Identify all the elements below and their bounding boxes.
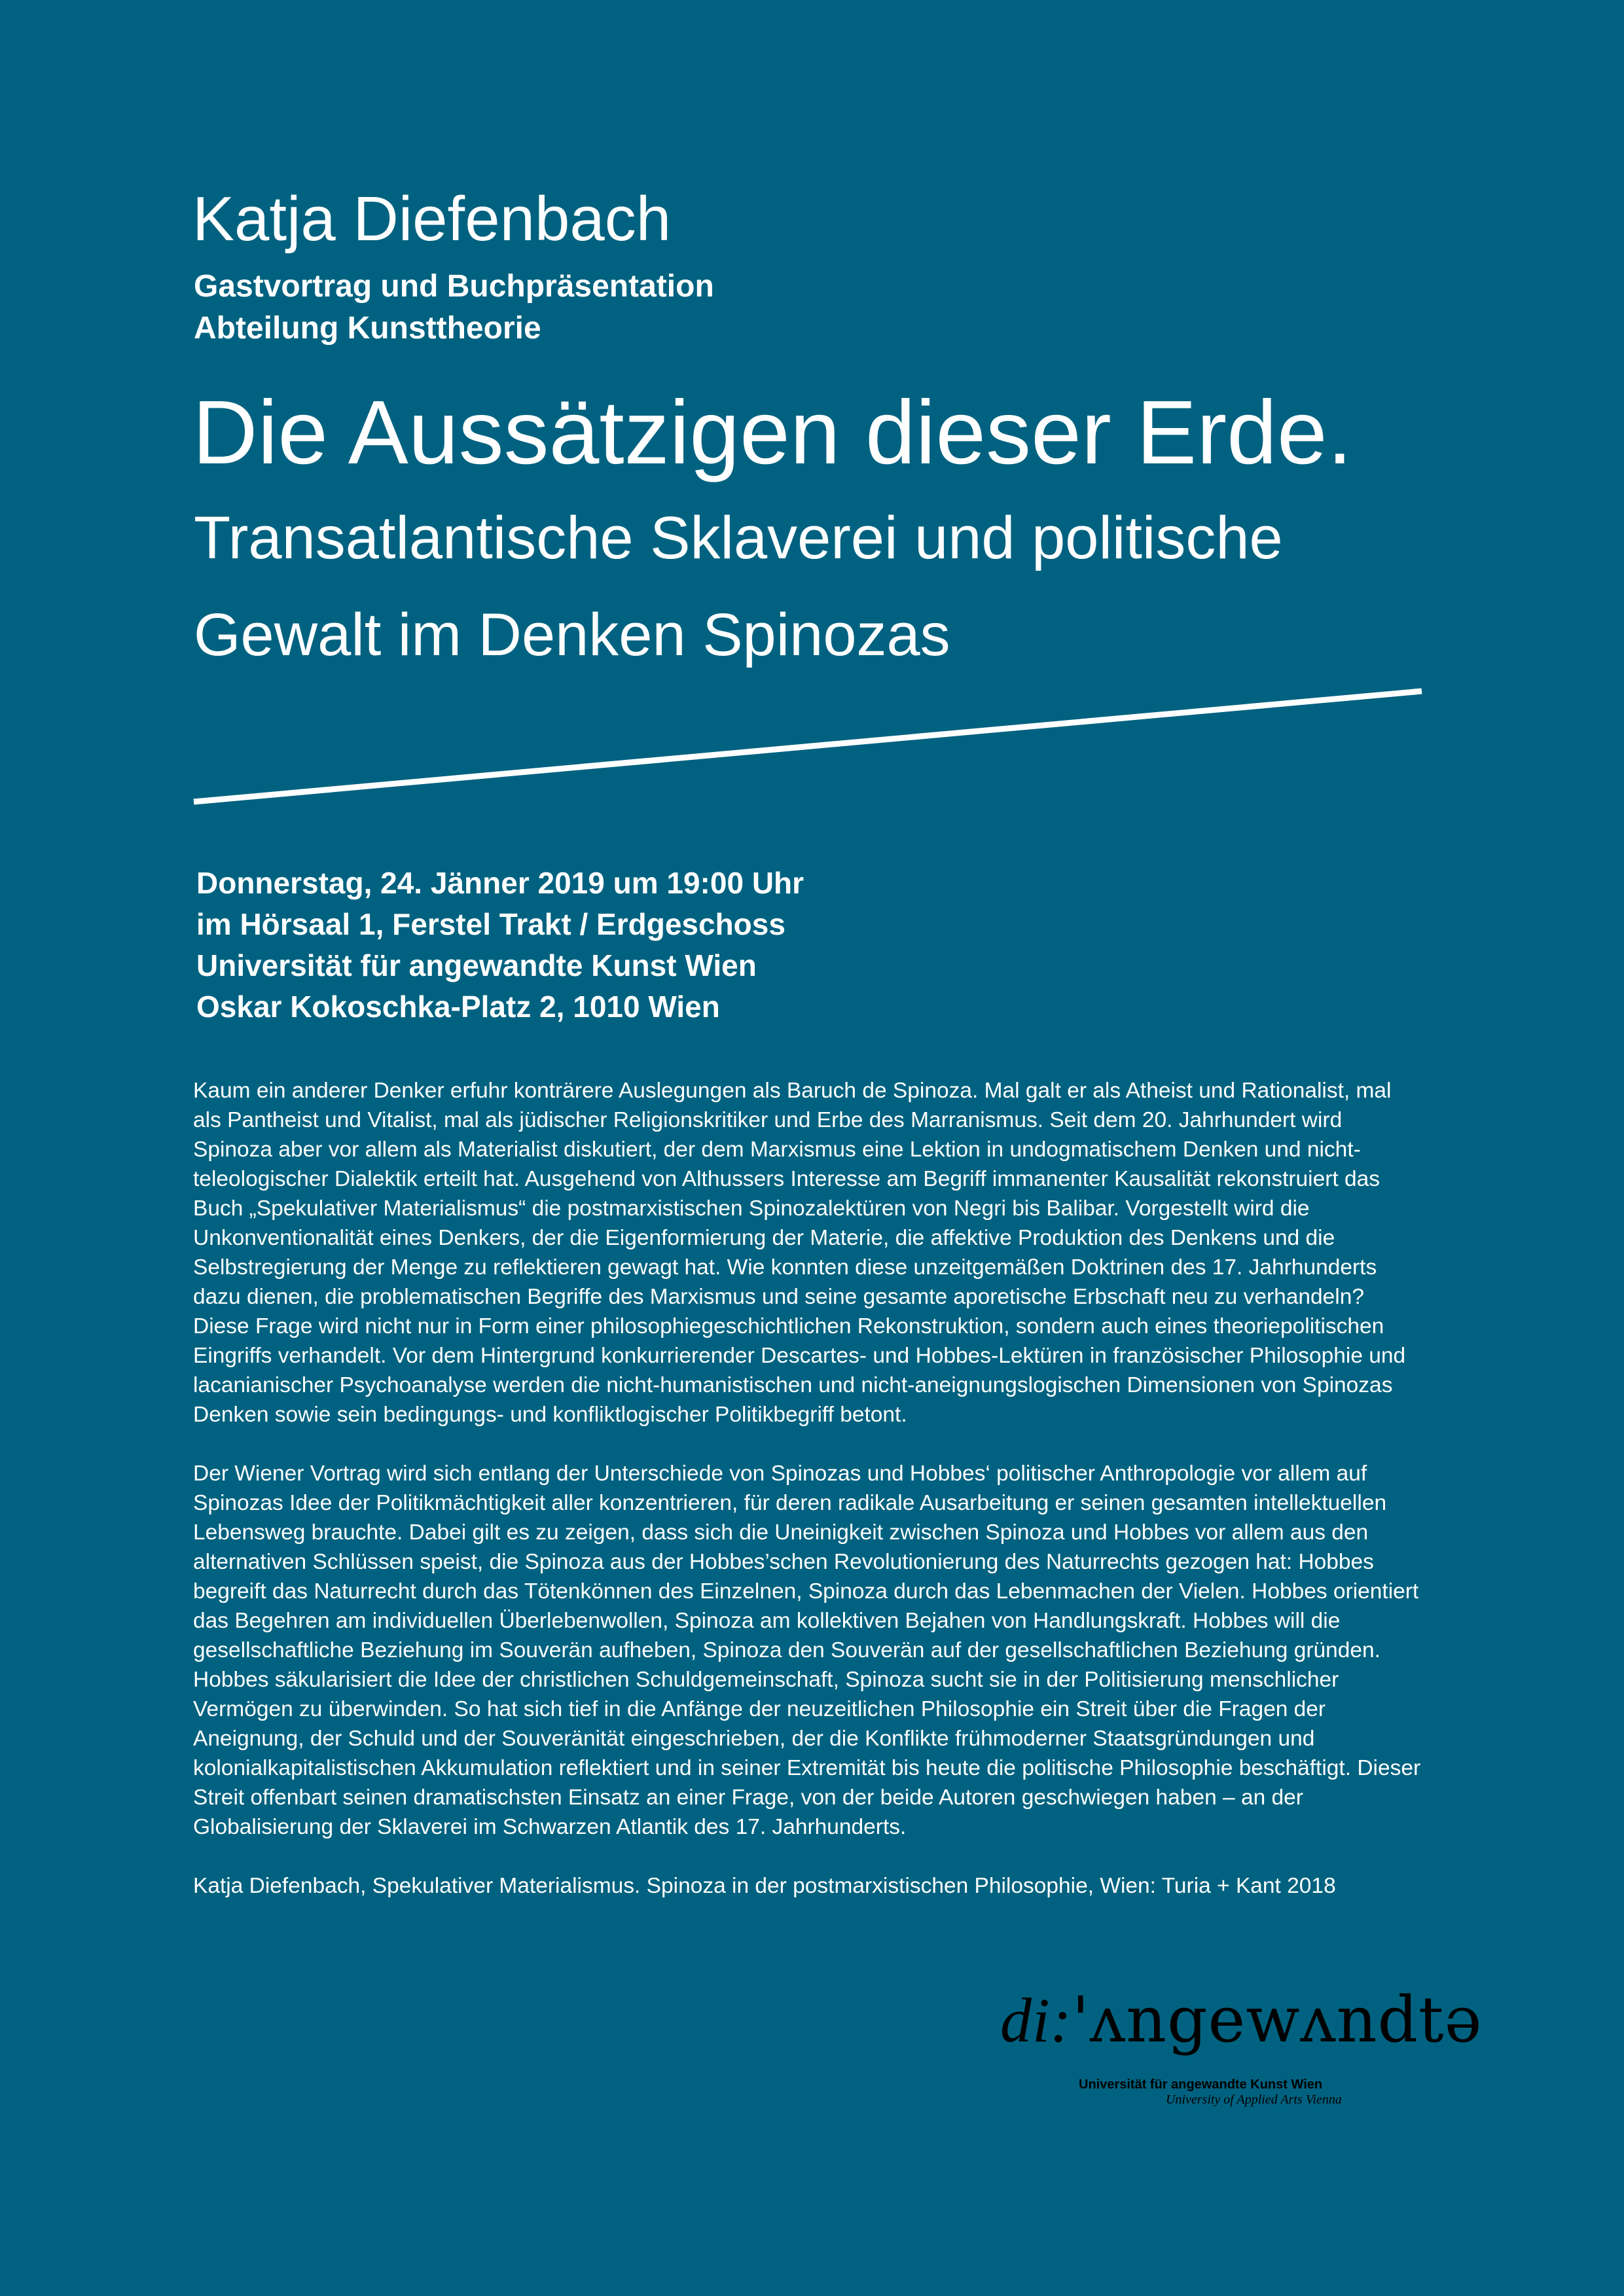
event-info — [196, 863, 804, 1028]
event-room: im Hörsaal 1, Ferstel Trakt / Erdgeschoss — [196, 907, 785, 941]
logo-wordmark-prefix: di: — [1000, 1985, 1072, 2055]
event-institution: Universität für angewandte Kunst Wien — [196, 948, 757, 982]
logo-wordmark — [1000, 1983, 1483, 2056]
lecture-title: Die Aussätzigen dieser Erde. — [192, 382, 1352, 483]
department: Abteilung Kunsttheorie — [194, 311, 541, 346]
book-reference: Katja Diefenbach, Spekulativer Materialismus. Spinoza in der postmarxistischen Philosophie, Wien: Turia + Kant 2018 — [193, 1874, 1336, 1898]
body-text — [193, 1076, 1424, 1901]
university-logo — [1000, 1983, 1483, 2107]
subtitle-line-2: Gewalt im Denken Spinozas — [194, 601, 950, 668]
event-type: Gastvortrag und Buchpräsentation — [194, 269, 714, 304]
event-date-time: Donnerstag, 24. Jänner 2019 um 19:00 Uhr — [196, 866, 804, 900]
speaker-name: Katja Diefenbach — [192, 184, 672, 254]
logo-name-en: University of Applied Arts Vienna — [1166, 2092, 1342, 2107]
logo-name-de: Universität für angewandte Kunst Wien — [1079, 2077, 1323, 2092]
subtitle-line-1: Transatlantische Sklaverei und politische — [194, 505, 1283, 571]
event-address: Oskar Kokoschka-Platz 2, 1010 Wien — [196, 990, 720, 1024]
event-subheading — [194, 266, 714, 350]
body-paragraph-2: Der Wiener Vortrag wird sich entlang der Unterschiede von Spinozas und Hobbes‘ politischer Anthropologie vor allem auf Spinozas Idee der Politikmächtigkeit aller konzentrieren, für deren radikale Ausarbeitung er seinen gesamten intellektuellen Lebensweg brauchte. Dabei gilt es zu zeigen, dass sich die Uneinigkeit zwischen Spinoza und Hobbes vor allem aus den alternativen Schlüssen speist, die Spinoza aus der Hobbes’schen Revolutionierung des Naturrechts gezogen hat: Hobbes begreift das Naturrecht durch das Tötenkönnen des Einzelnen, Spinoza durch das Lebenmachen der Vielen. Hobbes orientiert das Begehren am individuellen Überlebenwollen, Spinoza am kollektiven Bejahen von Handlungskraft. Hobbes will die gesellschaftliche Beziehung im Souverän aufheben, Spinoza den Souverän auf der gesellschaftlichen Beziehung gründen. Hobbes säkularisiert die Idee der christlichen Schuldgemeinschaft, Spinoza sucht sie in der Politisierung menschlicher Vermögen zu überwinden. So hat sich tief in die Anfänge der neuzeitlichen Philosophie ein Streit über die Fragen der Aneignung, der Schuld und der Souveränität eingeschrieben, der die Konflikte frühmoderner Staatsgründungen und kolonialkapitalistischen Akkumulation reflektiert und in seiner Extremität bis heute die politische Philosophie beschäftigt. Dieser Streit offenbart seinen dramatischsten Einsatz an einer Frage, von der beide Autoren geschwiegen haben – an der Globalisierung der Sklaverei im Schwarzen Atlantik des 17. Jahrhunderts. — [193, 1462, 1421, 1839]
body-paragraph-1: Kaum ein anderer Denker erfuhr konträrere Auslegungen als Baruch de Spinoza. Mal galt er als Atheist und Rationalist, mal als Pantheist und Vitalist, mal als jüdischer Religionskritiker und Erbe des Marranismus. Seit dem 20. Jahrhundert wird Spinoza aber vor allem als Materialist diskutiert, der dem Marxismus eine Lektion in undogmatischem Denken und nicht-teleologischer Dialektik erteilt hat. Ausgehend von Althussers Interesse am Begriff immanenter Kausalität rekonstruiert das Buch „Spekulativer Materialismus“ die postmarxistischen Spinozalektüren von Negri bis Balibar. Vorgestellt wird die Unkonventionalität eines Denkers, der die Eigenformierung der Materie, die affektive Produktion des Denkens und die Selbstregierung der Menge zu reflektieren gewagt hat. Wie konnten diese unzeitgemäßen Doktrinen des 17. Jahrhunderts dazu dienen, die problematischen Begriffe des Marxismus und seine gesamte aporetische Erbschaft neu zu verhandeln? Diese Frage wird nicht nur in Form einer philosophiegeschichtlichen Rekonstruktion, sondern auch eines theoriepolitischen Eingriffs verhandelt. Vor dem Hintergrund konkurrierender Descartes- und Hobbes-Lektüren in französischer Philosophie und lacanianischer Psychoanalyse werden die nicht-humanistischen und nicht-aneignungslogischen Dimensionen von Spinozas Denken sowie sein bedingungs- und konfliktlogischer Politikbegriff betont. — [193, 1079, 1406, 1427]
lecture-subtitle — [194, 490, 1283, 683]
logo-wordmark-main: 'ʌngewʌndtə — [1072, 1983, 1483, 2056]
